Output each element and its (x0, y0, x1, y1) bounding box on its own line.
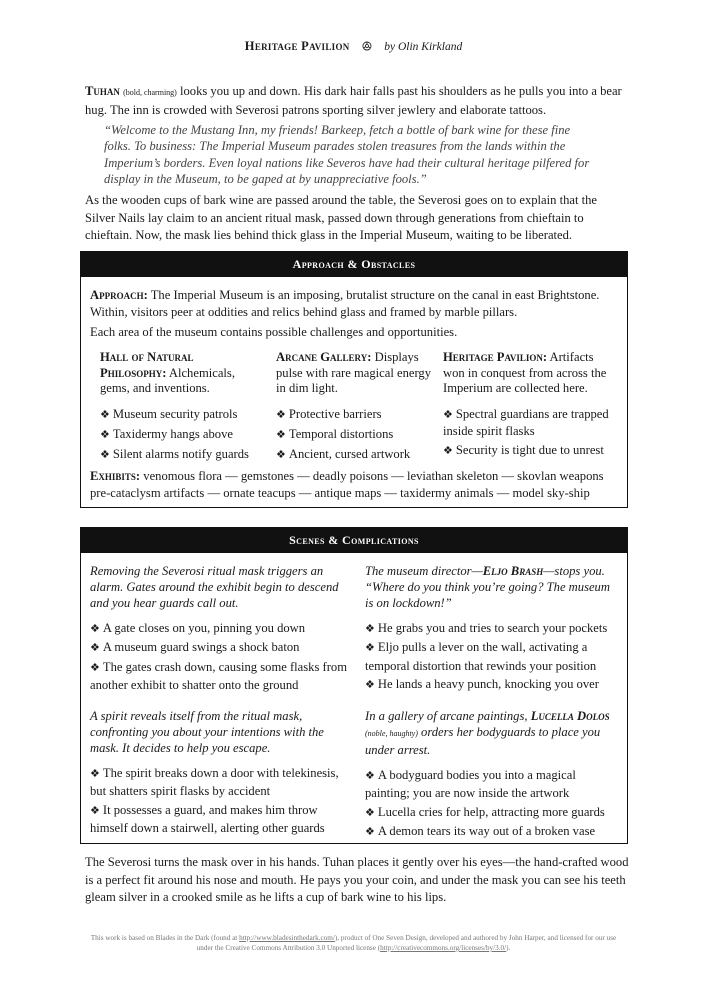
exhibits-label: Exhibits: (90, 469, 141, 483)
list-item: ❖ Temporal distortions (276, 426, 394, 441)
page-header (0, 39, 707, 55)
list-item: ❖ He lands a heavy punch, knocking you over (365, 677, 599, 692)
bullet-icon: ❖ (443, 408, 453, 421)
ending-paragraph: The Severosi turns the mask over in his hands. Tuhan places it gently over his eyes—the hand-crafted wood is a perfect fit around his nose and mouth. He pays you your coin, and under the mask you can see his teeth gleam silver in a crooked smile as he lifts a cup of bark wine to his lips. (85, 855, 629, 904)
tuhan-quote: “Welcome to the Mustang Inn, my friends! Barkeep, fetch a bottle of bark wine for these fine folks. To business: The Imperial Museum parades stolen treasures from the lands within the Imperium’s borders. Even loyal nations like Severos have had their cultural heritage pilfered for display in the Museum, to be gaped at by unappreciative fools.” (104, 123, 590, 186)
intro-text: looks you up and down. His dark hair falls past his shoulders as he pulls you into a bear hug. The inn is crowded with Severosi patrons sporting silver jewlery and elaborate tattoos. (85, 84, 622, 117)
list-item: ❖ A museum guard swings a shock baton (90, 640, 300, 655)
approach-paragraph (90, 287, 615, 321)
complication-list (365, 767, 619, 842)
bullet-icon: ❖ (276, 448, 286, 461)
bullet-icon: ❖ (90, 768, 100, 780)
list-item: ❖ The spirit breaks down a door with telekinesis, but shatters spirit flasks by accident (90, 766, 339, 799)
exhibits-text: venomous flora — gemstones — deadly poisons — leviathan skeleton — skovlan weapons pre-cataclysm artifacts — ornate teacups — antique maps — taxidermy animals — model sky-ship (90, 469, 604, 500)
scene-alarm (90, 563, 348, 696)
list-item: ❖ Ancient, cursed artwork (276, 446, 411, 461)
npc-name-lucella: Lucella Dolos (530, 709, 610, 723)
bullet-icon: ❖ (443, 445, 453, 457)
blades-link[interactable]: http://www.bladesinthedark.com/ (239, 934, 335, 942)
npc-traits: (bold, charming) (123, 88, 177, 97)
list-item: ❖ Taxidermy hangs above (100, 426, 233, 441)
bullet-icon: ❖ (90, 642, 100, 655)
bullet-icon: ❖ (276, 428, 286, 441)
scene-setup: In a gallery of arcane paintings, Lucella Dolos (noble, haughty) orders her bodyguards to place you under arrest. (365, 709, 610, 757)
list-item: ❖ The gates crash down, causing some flasks from another exhibit to shatter onto the ground (90, 659, 347, 693)
bullet-icon: ❖ (90, 804, 100, 817)
area-header (276, 350, 434, 397)
author-byline: by Olin Kirkland (384, 41, 463, 53)
scene-gallery (365, 708, 619, 843)
list-item: ❖ Lucella cries for help, attracting more guards (365, 804, 605, 819)
list-item: ❖ He grabs you and tries to search your pockets (365, 621, 608, 635)
list-item: ❖ Eljo pulls a lever on the wall, activating a temporal distortion that rewinds your position (365, 640, 597, 673)
approach-label: Approach: (90, 288, 148, 302)
approach-obstacles-heading: Approach & Obstacles (81, 252, 627, 277)
bullet-icon: ❖ (100, 428, 110, 441)
complication-list (365, 620, 619, 695)
bullet-icon: ❖ (90, 661, 100, 674)
list-item: ❖ A demon tears its way out of a broken vase (365, 824, 596, 839)
list-item: ❖ It possesses a guard, and makes him throw himself down a stairwell, alerting other guards (90, 802, 325, 836)
area-obstacle-list (443, 406, 618, 460)
area-header (100, 350, 260, 397)
approach-text: The Imperial Museum is an imposing, brutalist structure on the canal in east Brightstone. Within, visitors peer at oddities and relics behind glass and framed by marble pillars. (90, 288, 600, 319)
list-item: ❖ A bodyguard bodies you into a magical painting; you are now inside the artwork (365, 768, 576, 801)
area-obstacle-list (276, 406, 434, 464)
license-footer: This work is based on Blades in the Dark (found at http://www.bladesinthedark.com/), product of One Seven Design, developed and authored by John Harper, and licensed for our use under the Creative Commons Attribution 3.0 Unported license (http://creativecommons.org/licenses/by/3.0/). (90, 934, 617, 952)
area-header (443, 350, 618, 397)
scene-director (365, 563, 619, 696)
areas-intro: Each area of the museum contains possible challenges and opportunities. (90, 325, 458, 339)
bullet-icon: ❖ (365, 770, 375, 782)
area-name: Heritage Pavilion: (443, 350, 548, 364)
area-desc: Artifacts won in conquest from across the Imperium are collected here. (443, 350, 607, 395)
area-column-arcane (276, 350, 434, 466)
scene-spirit (90, 708, 352, 839)
complication-list (90, 620, 348, 695)
bullet-icon: ❖ (365, 642, 375, 655)
list-item: ❖ A gate closes on you, pinning you down (90, 621, 306, 635)
approach-obstacles-box (80, 251, 628, 508)
list-item: ❖ Museum security patrols (100, 406, 238, 421)
bullet-icon: ❖ (100, 408, 110, 421)
list-item: ❖ Protective barriers (276, 406, 382, 421)
bullet-icon: ❖ (365, 826, 375, 839)
bullet-icon: ❖ (276, 408, 286, 421)
area-column-hall (100, 350, 260, 466)
npc-name-tuhan: Tuhan (85, 84, 120, 98)
complication-list (90, 765, 352, 838)
npc-traits: (noble, haughty) (365, 729, 418, 738)
scene-setup: A spirit reveals itself from the ritual mask, confronting you about your intentions with the mask. It decides to help you escape. (90, 709, 324, 755)
scene-setup: The museum director—Eljo Brash—stops you. “Where do you think you’re going? The museum is on lockdown!” (365, 564, 610, 610)
intro-paragraph (85, 83, 630, 119)
bullet-icon: ❖ (365, 679, 375, 692)
mask-explanation-paragraph: As the wooden cups of bark wine are passed around the table, the Severosi goes on to explain that the Silver Nails lay claim to an ancient ritual mask, passed down through generations from chieftain to chieftain. Now, the mask lies behind thick glass in the Imperial Museum, waiting to be liberated. (85, 193, 598, 242)
area-obstacle-list (100, 406, 260, 464)
exhibits-paragraph (90, 468, 615, 502)
area-desc: Displays pulse with rare magical energy in dim light. (276, 350, 432, 395)
area-column-heritage (443, 350, 618, 462)
scenes-complications-heading: Scenes & Complications (81, 528, 627, 553)
document-title: Heritage Pavilion (244, 39, 350, 53)
area-name: Arcane Gallery: (276, 350, 372, 364)
scenes-complications-box (80, 527, 628, 844)
area-desc: Alchemicals, gems, and inventions. (100, 365, 235, 395)
list-item: ❖ Silent alarms notify guards (100, 446, 249, 461)
list-item: ❖ Security is tight due to unrest (443, 443, 604, 457)
npc-name-eljo: Eljo Brash (482, 564, 544, 578)
bullet-icon: ❖ (365, 623, 375, 635)
scene-setup: Removing the Severosi ritual mask triggers an alarm. Gates around the exhibit begin to descend and you hear guards call out. (90, 564, 339, 610)
bullet-icon: ❖ (90, 623, 100, 635)
list-item: ❖ Spectral guardians are trapped inside spirit flasks (443, 406, 609, 438)
bullet-icon: ❖ (100, 448, 110, 461)
ornament-icon: ꔮ (361, 40, 373, 55)
license-link[interactable]: http://creativecommons.org/licenses/by/3.0/ (380, 944, 507, 952)
area-name: Hall of Natural Philosophy: (100, 350, 194, 380)
bullet-icon: ❖ (365, 806, 375, 819)
